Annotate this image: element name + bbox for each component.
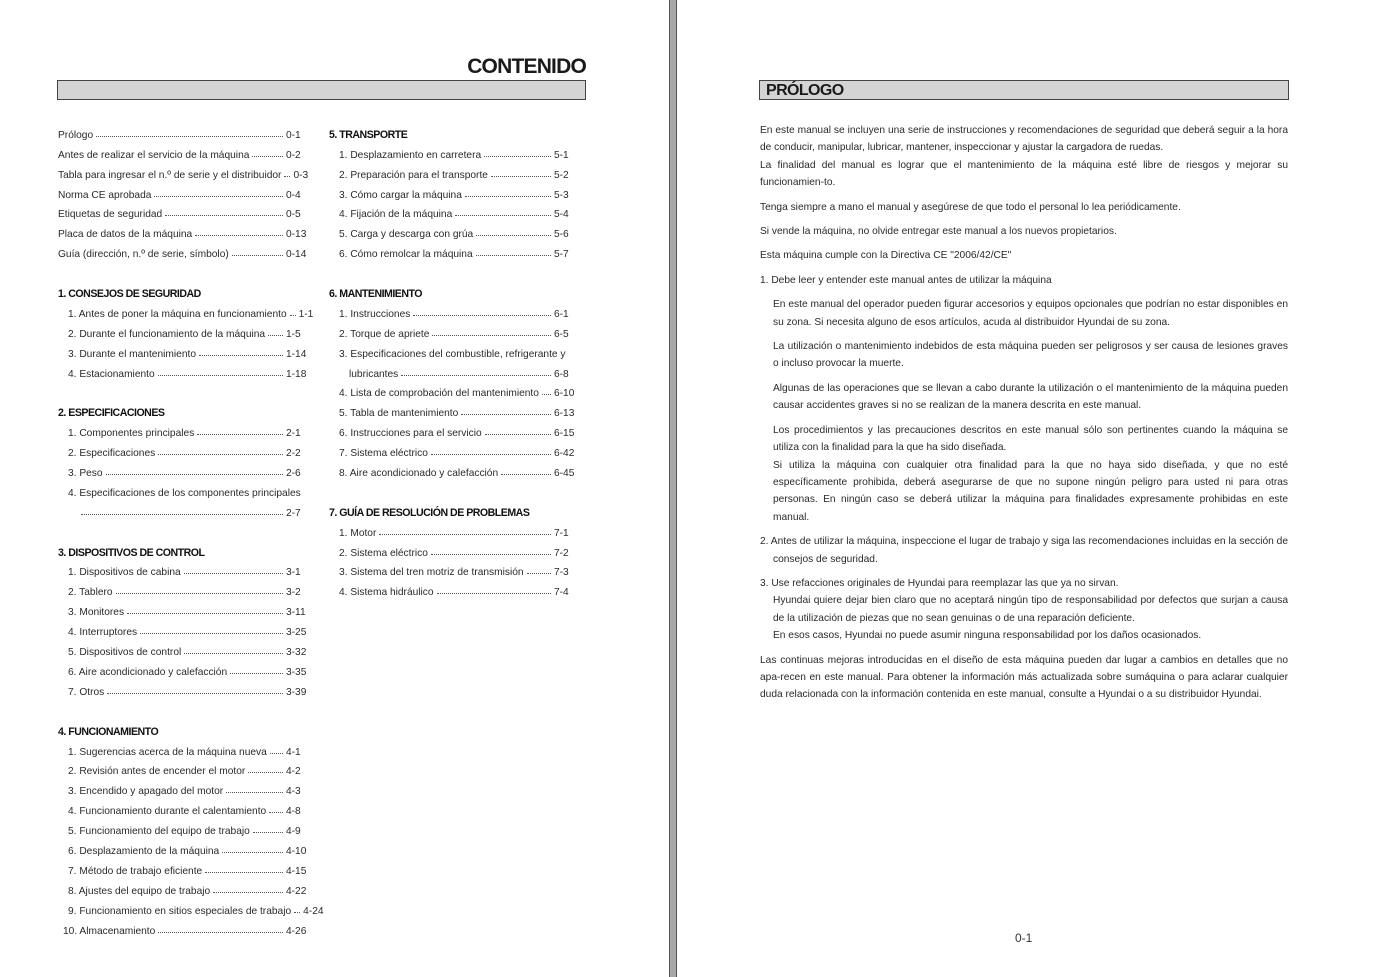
leader-dots: [527, 573, 551, 574]
leader-dots: [252, 156, 283, 157]
leader-dots: [107, 693, 283, 694]
leader-dots: [197, 434, 283, 435]
paragraph: En este manual del operador pueden figurar accesorios y equipos opcionales que podrían no estar disponibles en su zona. Si necesita alguno de esos artículos, acuda al distribuidor Hyundai de su zona.: [773, 299, 1288, 328]
toc-section-heading[interactable]: 3. DISPOSITIVOS DE CONTROL: [58, 546, 205, 559]
toc-entry[interactable]: 3. Durante el mantenimiento 1-14: [68, 348, 307, 360]
toc-entry[interactable]: 5. Tabla de mantenimiento 6-13: [339, 408, 575, 420]
toc-entry[interactable]: 6. Desplazamiento de la máquina 4-10: [68, 845, 307, 857]
toc-section-heading[interactable]: 7. GUÍA DE RESOLUCIÓN DE PROBLEMAS: [329, 506, 530, 519]
toc-entry[interactable]: 1. Antes de poner la máquina en funcionamiento 1-1: [68, 308, 314, 320]
page-number: 0-1: [1015, 931, 1033, 945]
prologue-title: PRÓLOGO: [759, 80, 1289, 100]
leader-dots: [476, 255, 551, 256]
prologue-body: [760, 122, 1288, 711]
toc-entry[interactable]: 3. Peso 2-6: [68, 468, 301, 480]
toc-entry-continuation[interactable]: lubricantes 6-8: [349, 368, 569, 380]
leader-dots: [294, 912, 300, 913]
paragraph: En esos casos, Hyundai no puede asumir ninguna responsabilidad por los daños ocasionados.: [773, 630, 1202, 642]
leader-dots: [96, 136, 283, 137]
toc-front-matter: [58, 121, 310, 260]
toc-entry[interactable]: Guía (dirección, n.º de serie, símbolo) 0-14: [58, 249, 307, 261]
toc-entry[interactable]: 6. Instrucciones para el servicio 6-15: [339, 428, 575, 440]
toc-entry[interactable]: Prólogo 0-1: [58, 129, 301, 141]
leader-dots: [195, 235, 283, 236]
leader-dots: [116, 593, 283, 594]
leader-dots: [437, 593, 551, 594]
toc-entry[interactable]: 4. Lista de comprobación del mantenimiento 6-10: [339, 388, 575, 400]
toc-entry[interactable]: Tabla para ingresar el n.º de serie y el distribuidor 0-3: [58, 169, 309, 181]
toc-entry-continuation[interactable]: 2-7: [58, 499, 310, 519]
toc-entry[interactable]: 2. Especificaciones 2-2: [68, 448, 301, 460]
leader-dots: [199, 355, 283, 356]
toc-entry[interactable]: Etiquetas de seguridad 0-5: [58, 209, 301, 221]
toc-entry[interactable]: 7. Sistema eléctrico 6-42: [339, 448, 575, 460]
leader-dots: [501, 474, 551, 475]
leader-dots: [401, 375, 551, 376]
toc-entry[interactable]: 3. Sistema del tren motriz de transmisión 7-3: [339, 567, 569, 579]
page-gutter-divider: [669, 0, 677, 977]
toc-column-a: [58, 121, 324, 937]
toc-entry[interactable]: 6. Cómo remolcar la máquina 5-7: [339, 249, 569, 261]
leader-dots: [81, 514, 283, 515]
leader-dots: [127, 613, 283, 614]
leader-dots: [154, 196, 283, 197]
toc-entry[interactable]: 4. Fijación de la máquina 5-4: [339, 209, 569, 221]
toc-entry[interactable]: 1. Motor 7-1: [339, 527, 569, 539]
toc-entry[interactable]: 2. Sistema eléctrico 7-2: [339, 547, 569, 559]
leader-dots: [158, 454, 283, 455]
paragraph: Algunas de las operaciones que se llevan a cabo durante la utilización o el mantenimiento de la máquina pueden causar accidentes graves si no se realizan de la manera descrita en este manual.: [773, 382, 1288, 412]
toc-section-heading[interactable]: 2. ESPECIFICACIONES: [58, 407, 165, 420]
leader-dots: [232, 255, 283, 256]
numbered-point: 3. Use refacciones originales de Hyundai para reemplazar las que ya no sirvan.: [760, 577, 1119, 589]
toc-entry[interactable]: Placa de datos de la máquina 0-13: [58, 229, 307, 241]
toc-entry[interactable]: 4. Interruptores 3-25: [68, 627, 307, 639]
contents-page: [0, 0, 669, 977]
leader-dots: [226, 792, 283, 793]
toc-entry[interactable]: 7. Otros 3-39: [68, 686, 307, 698]
leader-dots: [484, 156, 551, 157]
contents-header-bar: [57, 80, 586, 100]
paragraph: Tenga siempre a mano el manual y asegúrese de que todo el personal lo lea periódicamente.: [760, 201, 1181, 213]
toc-entry[interactable]: 3. Cómo cargar la máquina 5-3: [339, 189, 569, 201]
paragraph: Los procedimientos y las precauciones descritos en este manual sólo son pertinentes cuando la máquina se utiliza con la finalidad para la que ha sido diseñada.: [773, 424, 1288, 454]
toc-entry[interactable]: 2. Torque de apriete 6-5: [339, 328, 569, 340]
toc-entry[interactable]: 1. Componentes principales 2-1: [68, 428, 301, 440]
toc-entry[interactable]: 3. Especificaciones del combustible, refrigerante y: [339, 348, 566, 360]
toc-entry[interactable]: 3. Monitores 3-11: [68, 607, 306, 619]
leader-dots: [284, 176, 290, 177]
prologue-page: [677, 0, 1389, 977]
leader-dots: [542, 394, 551, 395]
leader-dots: [184, 573, 283, 574]
leader-dots: [431, 454, 551, 455]
toc-entry[interactable]: 1. Instrucciones 6-1: [339, 308, 569, 320]
leader-dots: [230, 673, 283, 674]
leader-dots: [140, 633, 283, 634]
toc-section-heading[interactable]: 5. TRANSPORTE: [329, 128, 408, 141]
paragraph: Las continuas mejoras introducidas en el diseño de esta máquina pueden dar lugar a cambios en detalles que no apa-recen en este manual. Para obtener la información más actualizada sobre sumáquina o para aclarar cualquier duda relacionada con la información contenida en este manual, consulte a Hyundai o a su distribuidor Hyundai.: [760, 654, 1288, 701]
contents-title: CONTENIDO: [467, 55, 586, 78]
leader-dots: [432, 335, 551, 336]
toc-entry[interactable]: 6. Aire acondicionado y calefacción 3-35: [68, 666, 307, 678]
leader-dots: [269, 812, 283, 813]
leader-dots: [413, 315, 551, 316]
paragraph: En este manual se incluyen una serie de instrucciones y recomendaciones de seguridad que deberá seguir a la hora de conducir, manipular, lubricar, mantener, inspeccionar y ajustar la cargadora de ruedas.: [760, 125, 1288, 154]
toc-entry[interactable]: 4. Funcionamiento durante el calentamiento 4-8: [68, 806, 301, 818]
paragraph: Esta máquina cumple con la Directiva CE "2006/42/CE": [760, 250, 1012, 262]
numbered-point: 2. Antes de utilizar la máquina, inspeccione el lugar de trabajo y siga las recomendaciones incluidas en la sección de consejos de seguridad.: [760, 536, 1288, 565]
leader-dots: [270, 753, 283, 754]
leader-dots: [455, 215, 551, 216]
numbered-point: 1. Debe leer y entender este manual antes de utilizar la máquina: [760, 274, 1052, 286]
leader-dots: [476, 235, 551, 236]
paragraph: La utilización o mantenimiento indebidos de esta máquina pueden ser peligrosos y ser causa de lesiones graves o incluso provocar la muerte.: [773, 341, 1288, 370]
toc-entry[interactable]: 10. Almacenamiento 4-26: [63, 925, 307, 937]
toc-entry[interactable]: 1. Sugerencias acerca de la máquina nueva 4-1: [68, 746, 301, 758]
toc-column-b: [329, 121, 576, 598]
leader-dots: [205, 872, 283, 873]
leader-dots: [465, 196, 551, 197]
toc-entry[interactable]: Norma CE aprobada 0-4: [58, 189, 301, 201]
toc-entry[interactable]: 1. Dispositivos de cabina 3-1: [68, 567, 301, 579]
toc-section-heading[interactable]: 4. FUNCIONAMIENTO: [58, 725, 159, 738]
leader-dots: [485, 434, 551, 435]
leader-dots: [268, 335, 283, 336]
leader-dots: [253, 832, 283, 833]
toc-entry[interactable]: 7. Método de trabajo eficiente 4-15: [68, 865, 307, 877]
toc-entry[interactable]: 2. Tablero 3-2: [68, 587, 301, 599]
toc-entry[interactable]: 5. Carga y descarga con grúa 5-6: [339, 229, 569, 241]
toc-entry[interactable]: 4. Estacionamiento 1-18: [68, 368, 307, 380]
leader-dots: [165, 215, 283, 216]
toc-entry[interactable]: 4. Especificaciones de los componentes principales: [68, 487, 301, 499]
leader-dots: [158, 375, 283, 376]
leader-dots: [379, 534, 551, 535]
toc-entry[interactable]: 5. Dispositivos de control 3-32: [68, 647, 307, 659]
toc-entry[interactable]: 9. Funcionamiento en sitios especiales de trabajo 4-24: [68, 905, 324, 917]
toc-entry[interactable]: 3. Encendido y apagado del motor 4-3: [68, 786, 301, 798]
toc-section-heading[interactable]: 6. MANTENIMIENTO: [329, 288, 423, 301]
leader-dots: [222, 852, 283, 853]
toc-entry[interactable]: 8. Ajustes del equipo de trabajo 4-22: [68, 885, 307, 897]
toc-entry[interactable]: 8. Aire acondicionado y calefacción 6-45: [339, 468, 575, 480]
leader-dots: [461, 414, 551, 415]
paragraph: Si utiliza la máquina con cualquier otra finalidad para la que no haya sido diseñada, y que no esté específicamente prohibida, deberá asegurarse de que no supone ningún peligro para usted ni para otras personas. En ningún caso se deberá utilizar la máquina para finalidades expresamente prohibidas en este manual.: [773, 459, 1288, 523]
paragraph: La finalidad del manual es lograr que el mantenimiento de la máquina esté libre de riesgos y mejorar su funcionamien-to.: [760, 159, 1288, 189]
leader-dots: [158, 932, 283, 933]
toc-entry[interactable]: 2. Revisión antes de encender el motor 4-2: [68, 766, 301, 778]
leader-dots: [213, 892, 283, 893]
toc-entry[interactable]: 1. Desplazamiento en carretera 5-1: [339, 149, 569, 161]
toc-entry[interactable]: 4. Sistema hidráulico 7-4: [339, 587, 569, 599]
leader-dots: [248, 772, 283, 773]
leader-dots: [184, 653, 283, 654]
leader-dots: [431, 554, 551, 555]
leader-dots: [106, 474, 283, 475]
leader-dots: [491, 176, 551, 177]
leader-dots: [290, 315, 296, 316]
toc-entry[interactable]: Antes de realizar el servicio de la máquina 0-2: [58, 149, 301, 161]
toc-entry[interactable]: 5. Funcionamiento del equipo de trabajo 4-9: [68, 826, 301, 838]
toc-entry[interactable]: 2. Preparación para el transporte 5-2: [339, 169, 569, 181]
toc-entry[interactable]: 2. Durante el funcionamiento de la máquina 1-5: [68, 328, 301, 340]
paragraph: Hyundai quiere dejar bien claro que no aceptará ningún tipo de responsabilidad por defectos que surjan a causa de la utilización de piezas que no sean genuinas o de una reparación deficiente.: [773, 595, 1288, 624]
paragraph: Si vende la máquina, no olvide entregar este manual a los nuevos propietarios.: [760, 226, 1117, 238]
toc-section-heading[interactable]: 1. CONSEJOS DE SEGURIDAD: [58, 288, 201, 301]
